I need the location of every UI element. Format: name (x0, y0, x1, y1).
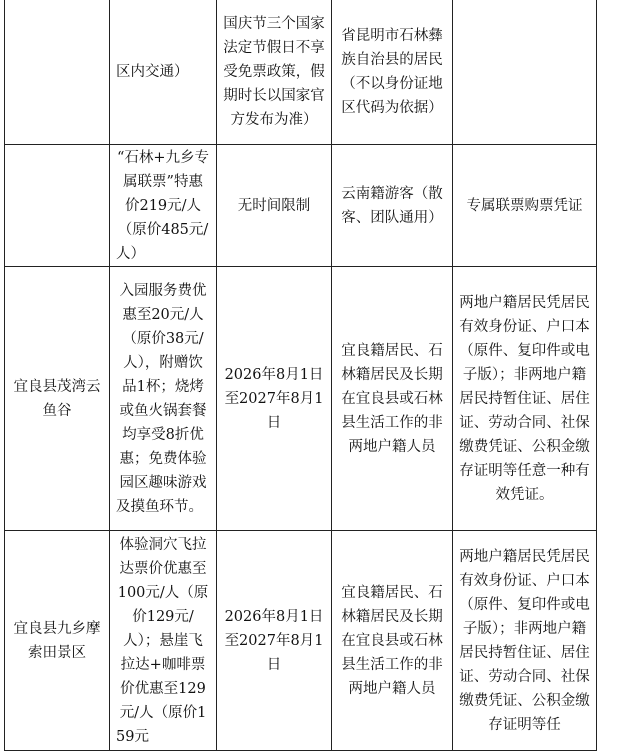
offer-cell: 入园服务费优惠至20元/人（原价38元/人），附赠饮品1杯；烧烤或鱼火锅套餐均享受8折优惠；免费体验园区趣味游戏及摸鱼环节。 (110, 267, 217, 531)
period-cell: 国庆节三个国家法定节假日不享受免票政策，假期时长以国家官方发布为准） (217, 0, 332, 145)
table-row (5, 531, 597, 751)
table-row (5, 267, 597, 531)
period-cell: 2026年8月1日至2027年8月1日 (217, 267, 332, 531)
period-cell: 无时间限制 (217, 145, 332, 267)
audience-cell: 宜良籍居民、石林籍居民及长期在宜良县或石林县生活工作的非两地户籍人员 (332, 531, 453, 751)
audience-cell: 宜良籍居民、石林籍居民及长期在宜良县或石林县生活工作的非两地户籍人员 (332, 267, 453, 531)
credential-cell: 两地户籍居民凭居民有效身份证、户口本（原件、复印件或电子版）；非两地户籍居民持暂住证、居住证、劳动合同、社保缴费凭证、公积金缴存证明等任意一种有效凭证。 (453, 267, 597, 531)
spot-cell (5, 0, 110, 145)
spot-cell: 宜良县九乡摩索田景区 (5, 531, 110, 751)
table-row (5, 0, 597, 145)
audience-cell: 省昆明市石林彝族自治县的居民（不以身份证地区代码为依据） (332, 0, 453, 145)
credential-cell: 专属联票购票凭证 (453, 145, 597, 267)
period-cell: 2026年8月1日至2027年8月1日 (217, 531, 332, 751)
spot-cell (5, 145, 110, 267)
credential-cell (453, 0, 597, 145)
offers-table (4, 0, 597, 751)
credential-cell: 两地户籍居民凭居民有效身份证、户口本（原件、复印件或电子版）；非两地户籍居民持暂住证、居住证、劳动合同、社保缴费凭证、公积金缴存证明等任 (453, 531, 597, 751)
offer-cell: 区内交通） (110, 0, 217, 145)
spot-cell: 宜良县茂湾云鱼谷 (5, 267, 110, 531)
audience-cell: 云南籍游客（散客、团队通用） (332, 145, 453, 267)
table-row (5, 145, 597, 267)
offer-cell: “石林+九乡专属联票”特惠价219元/人（原价485元/人） (110, 145, 217, 267)
offer-cell: 体验洞穴飞拉达票价优惠至100元/人（原价129元/人）；悬崖飞拉达+咖啡票价优惠至129元/人（原价159元 (110, 531, 217, 751)
